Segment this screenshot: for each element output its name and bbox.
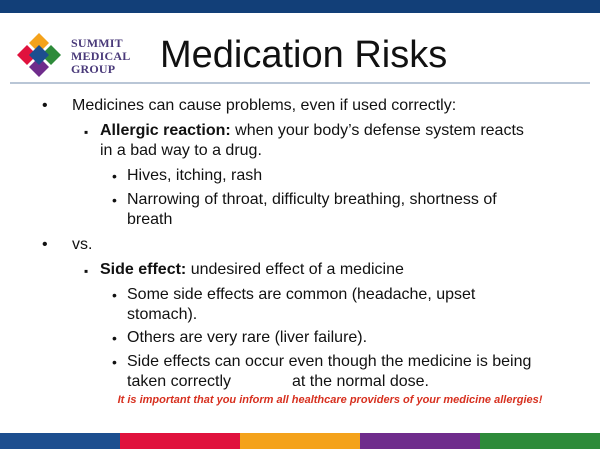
bullet-dot: • — [112, 354, 117, 370]
allergic-reaction-definition: when your body’s defense system reacts — [230, 122, 524, 139]
bullet-allergic-line-2: in a bad way to a drug. — [100, 142, 262, 159]
square-bullet: ▪ — [84, 264, 89, 278]
bullet-dot: • — [112, 287, 117, 303]
logo-line-3: GROUP — [71, 62, 116, 76]
bullet-dot: • — [112, 168, 117, 184]
bullet-dot: • — [112, 330, 117, 346]
bullet-allergic-line-1 — [100, 121, 524, 141]
bullet-narrowing-line-1: Narrowing of throat, difficulty breathing, shortness of — [127, 191, 497, 208]
bullet-vs: vs. — [72, 236, 93, 253]
square-bullet: ▪ — [84, 125, 89, 139]
bullet-medicines: Medicines can cause problems, even if used correctly: — [72, 97, 457, 114]
bullet-dot: • — [42, 236, 48, 253]
bottom-bar-green-segment — [480, 433, 600, 449]
bullet-hives: Hives, itching, rash — [127, 167, 263, 184]
bullet-narrowing-line-2: breath — [127, 211, 173, 228]
bullet-dot: • — [42, 97, 48, 114]
bottom-color-bar — [0, 433, 600, 449]
bullet-occur-line-1: Side effects can occur even though the medicine is being — [127, 353, 532, 370]
bullet-common-line-2: stomach). — [127, 306, 198, 323]
slide-title: Medication Risks — [160, 34, 448, 76]
bullet-occur-line-2b: at the normal dose. — [292, 373, 429, 390]
bottom-bar-orange-segment — [240, 433, 360, 449]
side-effect-term: Side effect: — [100, 261, 187, 278]
bullet-common-line-1: Some side effects are common (headache, upset — [127, 286, 476, 303]
logo-line-1: SUMMIT — [71, 36, 123, 50]
bottom-bar-blue-segment — [0, 433, 120, 449]
allergy-warning-note: It is important that you inform all healthcare providers of your medicine allergies! — [117, 394, 543, 406]
bullet-side-effect — [100, 260, 404, 280]
bullet-rare: Others are very rare (liver failure). — [127, 329, 368, 346]
side-effect-definition: undesired effect of a medicine — [186, 261, 404, 278]
bottom-bar-purple-segment — [360, 433, 480, 449]
bullet-dot: • — [112, 192, 117, 208]
bottom-bar-red-segment — [120, 433, 240, 449]
logo-line-2: MEDICAL — [71, 49, 131, 63]
bullet-occur-line-2a: taken correctly — [127, 373, 232, 390]
allergic-reaction-term: Allergic reaction: — [100, 122, 231, 139]
